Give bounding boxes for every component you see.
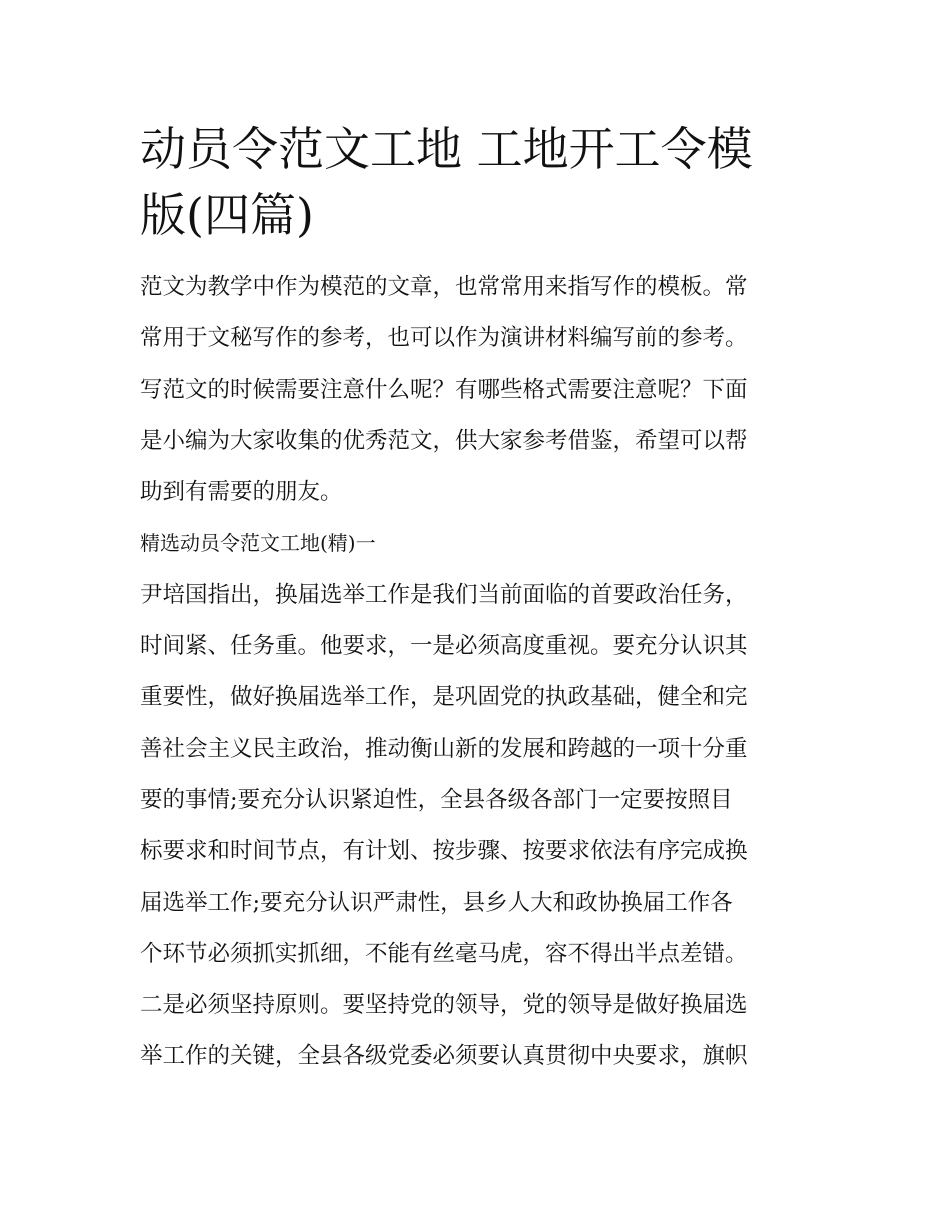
document-title	[140, 116, 820, 248]
intro-line: 写范文的时候需要注意什么呢？有哪些格式需要注意呢？下面	[140, 376, 748, 403]
document-content	[140, 116, 820, 1083]
intro-line: 助到有需要的朋友。	[140, 479, 343, 506]
section-line: 个环节必须抓实抓细，不能有丝毫马虎，容不得出半点差错。	[140, 940, 748, 967]
section-line: 二是必须坚持原则。要坚持党的领导，党的领导是做好换届选	[140, 992, 748, 1019]
section-line: 善社会主义民主政治，推动衡山新的发展和跨越的一项十分重	[140, 735, 748, 762]
document-body	[140, 262, 820, 1083]
section-line: 届选举工作;要充分认识严肃性，县乡人大和政协换届工作各	[140, 889, 733, 916]
section-line: 标要求和时间节点，有计划、按步骤、按要求依法有序完成换	[140, 838, 748, 865]
title-line: 动员令范文工地 工地开工令模	[140, 122, 753, 176]
intro-line: 是小编为大家收集的优秀范文，供大家参考借鉴，希望可以帮	[140, 427, 748, 454]
intro-line: 常用于文秘写作的参考，也可以作为演讲材料编写前的参考。	[140, 325, 748, 352]
section-line: 尹培国指出，换届选举工作是我们当前面临的首要政治任务，	[140, 581, 748, 608]
intro-line: 范文为教学中作为模范的文章，也常常用来指写作的模板。常	[140, 274, 748, 300]
title-line: 版(四篇)	[140, 188, 314, 242]
section-line: 时间紧、任务重。他要求，一是必须高度重视。要充分认识其	[140, 633, 748, 660]
section-heading: 精选动员令范文工地(精)一	[140, 531, 376, 556]
section-line: 要的事情;要充分认识紧迫性，全县各级各部门一定要按照目	[140, 786, 733, 813]
section-line: 举工作的关键，全县各级党委必须要认真贯彻中央要求，旗帜	[140, 1043, 748, 1070]
section-line: 重要性，做好换届选举工作，是巩固党的执政基础，健全和完	[140, 684, 748, 711]
